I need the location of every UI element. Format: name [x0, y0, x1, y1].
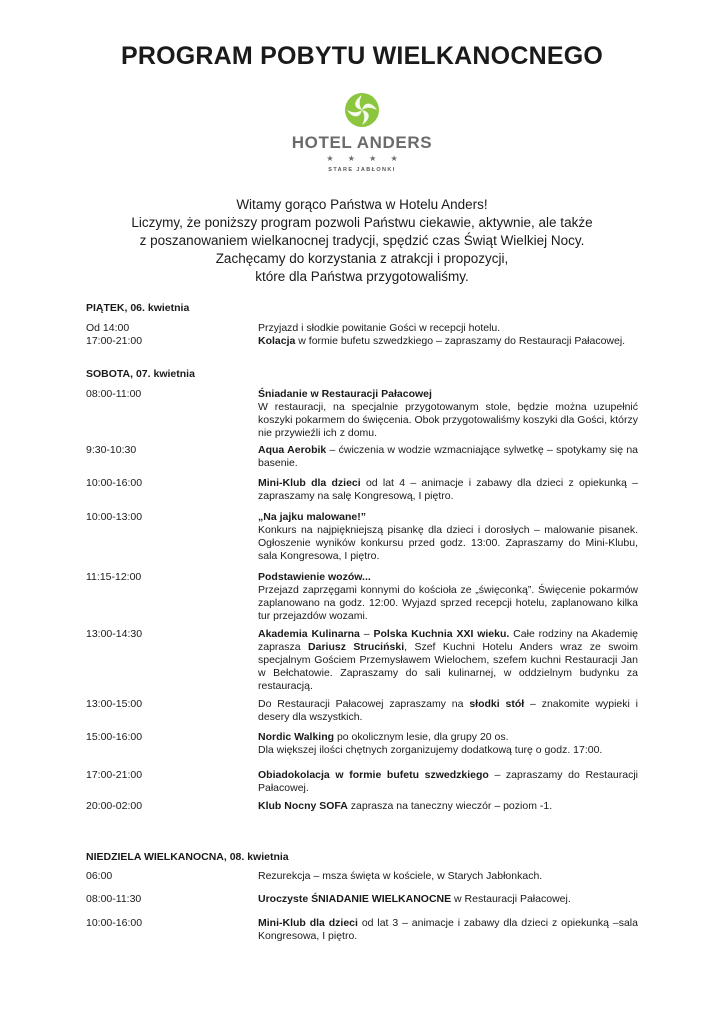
intro-line: Witamy gorąco Państwa w Hotelu Anders!	[236, 197, 488, 212]
event-description: Nordic Walking po okolicznym lesie, dla grupy 20 os. Dla większej ilości chętnych zorganizujemy dodatkową turę o godz. 17:00.	[258, 731, 603, 756]
intro-text	[60, 196, 664, 286]
event-time: 10:00-16:00	[86, 477, 143, 489]
page-title: PROGRAM POBYTU WIELKANOCNEGO	[121, 42, 603, 70]
hotel-location: STARE JABŁONKI	[328, 167, 396, 173]
event-time: 17:00-21:00	[86, 335, 143, 347]
event-time: 17:00-21:00	[86, 769, 143, 781]
day-header-friday: PIĄTEK, 06. kwietnia	[86, 302, 190, 314]
hotel-stars: ★ ★ ★ ★	[326, 154, 404, 163]
event-time: 13:00-14:30	[86, 628, 143, 640]
event-description: Mini-Klub dla dzieci od lat 3 – animacje i zabawy dla dzieci z opiekunką –sala Kongresowa, I piętro.	[258, 917, 638, 942]
intro-line: które dla Państwa przygotowaliśmy.	[255, 269, 469, 284]
event-time: 9:30-10:30	[86, 444, 137, 456]
day-header-saturday: SOBOTA, 07. kwietnia	[86, 368, 195, 380]
event-description: Klub Nocny SOFA zaprasza na taneczny wieczór – poziom -1.	[258, 800, 553, 812]
event-description: „Na jajku malowane!” Konkurs na najpiękniejszą pisankę dla dzieci i dorosłych – malowanie pisanek. Ogłoszenie wyników konkursu przed godz. 13:00. Zapraszamy do Mini-Klubu, sala Kongresowa, I piętro.	[258, 511, 638, 562]
hotel-logo	[286, 92, 438, 184]
event-time: 13:00-15:00	[86, 698, 143, 710]
event-description: Przyjazd i słodkie powitanie Gości w recepcji hotelu.	[258, 322, 501, 334]
event-description: Kolacja w formie bufetu szwedzkiego – zapraszamy do Restauracji Pałacowej.	[258, 335, 626, 347]
event-time: Od 14:00	[86, 322, 130, 334]
event-time: 15:00-16:00	[86, 731, 143, 743]
leaf-logo-icon	[344, 92, 380, 128]
event-description: Aqua Aerobik – ćwiczenia w wodzie wzmacniające sylwetkę – spotykamy się na basenie.	[258, 444, 638, 469]
event-time: 08:00-11:30	[86, 893, 142, 905]
event-description: Obiadokolacja w formie bufetu szwedzkiego – zapraszamy do Restauracji Pałacowej.	[258, 769, 638, 794]
event-time: 11:15-12:00	[86, 571, 142, 583]
intro-line: Liczymy, że poniższy program pozwoli Państwu ciekawie, aktywnie, ale także	[131, 215, 593, 230]
event-time: 10:00-13:00	[86, 511, 143, 523]
intro-line: z poszanowaniem wielkanocnej tradycji, spędzić czas Świąt Wielkiej Nocy.	[139, 233, 585, 248]
event-description: Uroczyste ŚNIADANIE WIELKANOCNE w Restauracji Pałacowej.	[258, 893, 571, 905]
hotel-brand-name: HOTEL ANDERS	[291, 133, 433, 152]
event-time: 08:00-11:00	[86, 388, 142, 400]
event-description: Śniadanie w Restauracji Pałacowej W restauracji, na specjalnie przygotowanym stole, będzie można uzupełnić koszyki pokarmem do święcenia. Obok przygotowaliśmy koszyki dla Gości, którzy nie przywieźli ich z domu.	[258, 388, 638, 439]
event-time: 06:00	[86, 870, 113, 882]
event-time: 10:00-16:00	[86, 917, 143, 929]
event-description: Podstawienie wozów... Przejazd zaprzęgami konnymi do kościoła ze „święconką”. Święcenie pokarmów zaplanowano na godz. 12:00. Wyjazd sprzed recepcji hotelu, zaplanowano kilka tur przejazdów wozami.	[258, 571, 638, 622]
intro-line: Zachęcamy do korzystania z atrakcji i propozycji,	[215, 251, 509, 266]
event-description: Do Restauracji Pałacowej zapraszamy na słodki stół – znakomite wypieki i desery dla wszystkich.	[258, 698, 639, 723]
day-header-sunday: NIEDZIELA WIELKANOCNA, 08. kwietnia	[86, 851, 289, 863]
event-time: 20:00-02:00	[86, 800, 143, 812]
event-description: Rezurekcja – msza święta w kościele, w Starych Jabłonkach.	[258, 870, 543, 882]
event-description: Mini-Klub dla dzieci od lat 4 – animacje i zabawy dla dzieci z opiekunką – zapraszamy na salę Kongresową, I piętro.	[258, 477, 638, 502]
event-description: Akademia Kulinarna – Polska Kuchnia XXI wieku. Całe rodziny na Akademię zaprasza Dariusz Struciński, Szef Kuchni Hotelu Anders wraz ze swoim specjalnym Gościem Przemysławem Wielochem, szefem kuchni Restauracji Jan w Bełchatowie. Zapraszamy do sali kulinarnej, w oddzielnym budynku za restauracją.	[258, 628, 638, 692]
